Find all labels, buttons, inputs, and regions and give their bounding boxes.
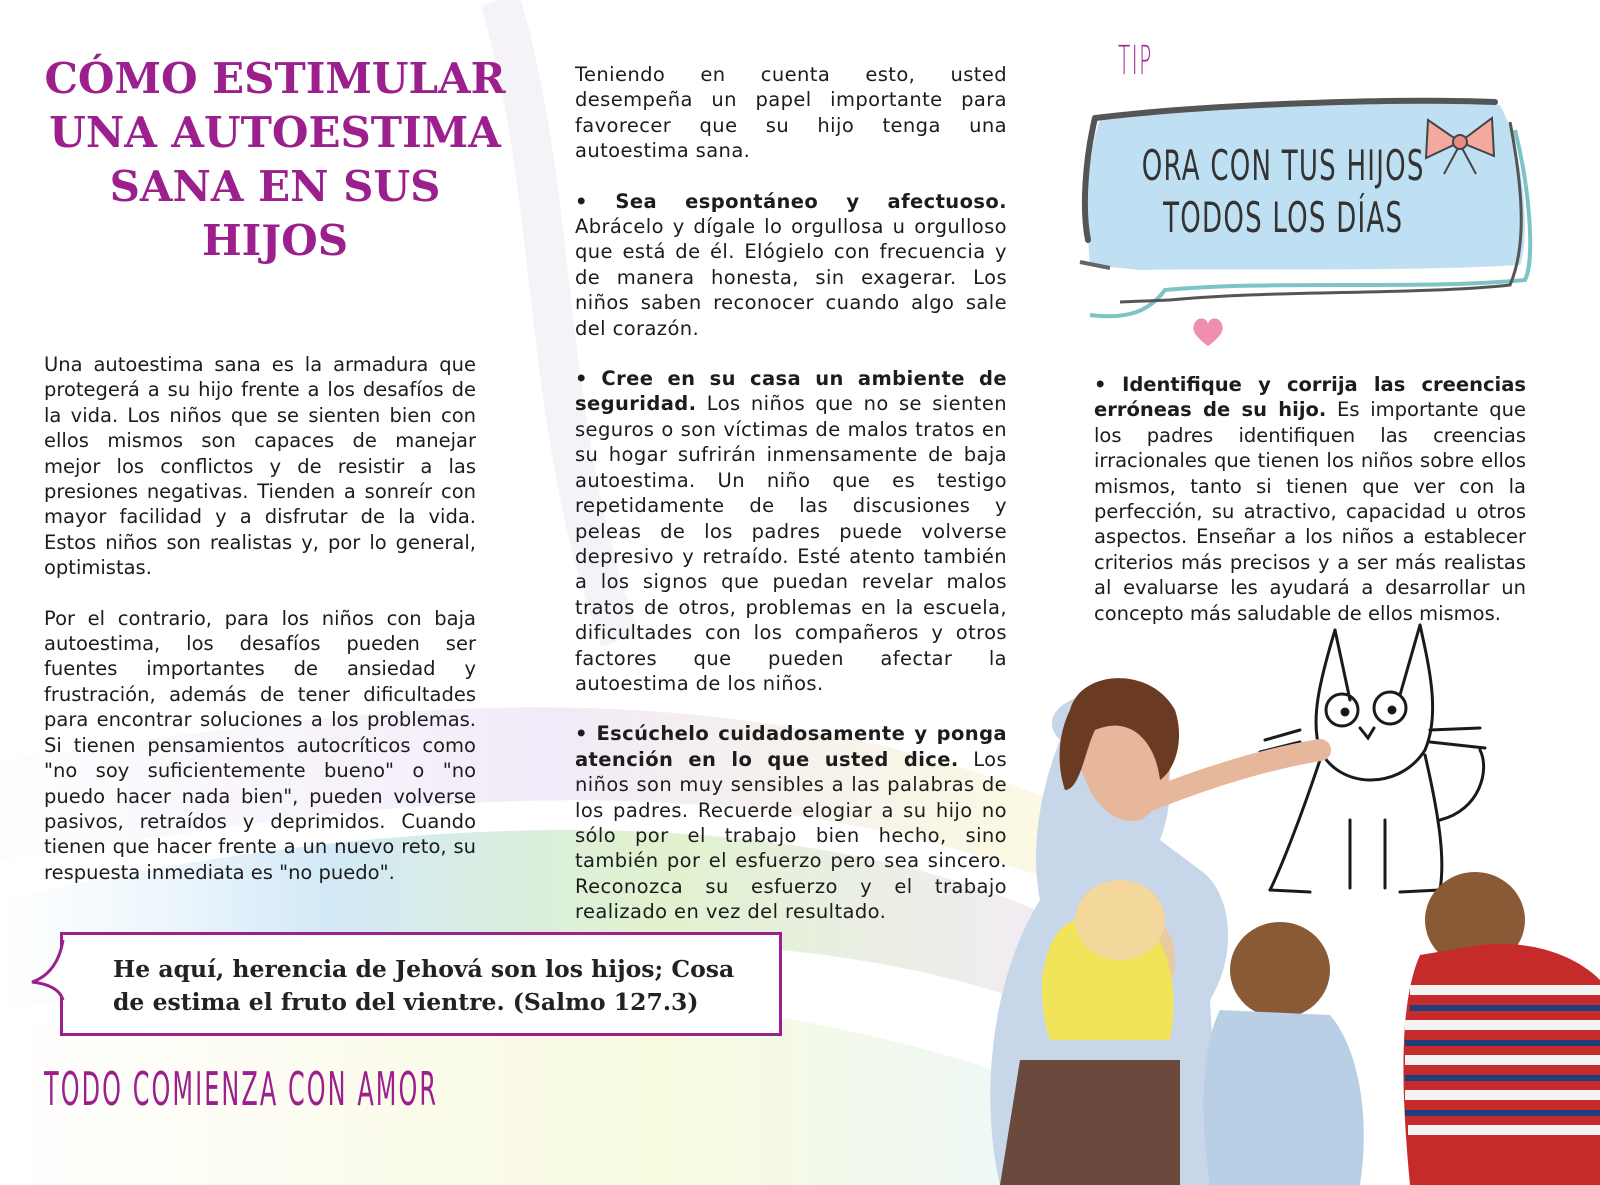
paragraph-intro: Una autoestima sana es la armadura que protegerá a su hijo frente a los desafíos de la vida. Los niños que se sienten bien con ellos mismos son capaces de manejar mejor los conflictos y de resistir a las presiones negativas. Tienden a sonreír con mayor facilidad y a disfrutar de la vida. Estos niños son realistas y, por lo general, optimistas. xyxy=(44,353,476,580)
tip-item xyxy=(575,721,1007,924)
quote-tail-shape xyxy=(30,940,70,1000)
tip-item xyxy=(575,366,1007,696)
column-right xyxy=(1094,372,1526,651)
page-title: CÓMO ESTIMULAR UNA AUTOESTIMA SANA EN SUS HIJOS xyxy=(44,54,506,265)
tip-item xyxy=(1094,372,1526,626)
bullet: • xyxy=(575,189,588,213)
tip-item-text: Los niños que no se sienten seguros o son víctimas de malos tratos en su hogar sufrirán inmensamente de baja autoestima. Un niño que es testigo repetidamente de las discusiones y peleas de los padres puede volverse depresivo y retraído. Esté atento también a los signos que puedan revelar malos tratos de otros, problemas en la escuela, dificultades con los compañeros y otros factores que pueden afectar la autoestima de los niños. xyxy=(575,392,1007,695)
bullet: • xyxy=(1094,373,1107,396)
bow-icon xyxy=(1420,110,1500,180)
bible-quote-box: He aquí, herencia de Jehová son los hijos; Cosa de estima el fruto del vientre. (Salmo 127.3) xyxy=(60,932,782,1036)
tip-line-2: TODOS LOS DÍAS xyxy=(1163,193,1404,242)
tip-item-heading: Cree en su casa un ambiente de seguridad. xyxy=(575,367,1007,416)
footer-tagline: TODO COMIENZA CON AMOR xyxy=(44,1062,439,1116)
tip-item-text: Los niños son muy sensibles a las palabras de los padres. Recuerde elogiar a su hijo no sólo por el trabajo bien hecho, sino también por el esfuerzo pero sea sincero. Reconozca su esfuerzo y el trabajo realizado en vez del resultado. xyxy=(575,747,1007,924)
paragraph-role: Teniendo en cuenta esto, usted desempeña un papel importante para favorecer que su hijo tenga una autoestima sana. xyxy=(575,63,1007,163)
bullet: • xyxy=(575,722,588,746)
tip-item xyxy=(575,189,1007,341)
tip-bubble-text xyxy=(1122,140,1444,244)
heart-icon xyxy=(1190,316,1226,348)
tip-item-text: Abrácelo y dígale lo orgullosa u orgulloso que está de él. Elógielo con frecuencia y de manera honesta, sin exagerar. Los niños saben reconocer cuando algo sale del corazón. xyxy=(575,215,1007,340)
column-left xyxy=(44,352,476,910)
tip-item-text: Es importante que los padres identifiquen las creencias irracionales que tienen los niños sobre ellos mismos, tanto si tienen que ver con la perfección, su atractivo, capacidad u otros aspectos. Enseñar a los niños a establecer criterios más precisos y a ser más realistas al evaluarse les ayudará a desarrollar un concepto más saludable de ellos mismos. xyxy=(1094,398,1526,625)
bullet: • xyxy=(575,367,588,391)
tip-label: TIP xyxy=(1118,38,1153,84)
tip-line-1: ORA CON TUS HIJOS xyxy=(1141,141,1425,190)
column-middle xyxy=(575,62,1007,950)
tip-item-heading: Escúchelo cuidadosamente y ponga atención en lo que usted dice. xyxy=(575,722,1007,771)
paragraph-low-self-esteem: Por el contrario, para los niños con baja autoestima, los desafíos pueden ser fuentes importantes de ansiedad y frustración, además de tener dificultades para encontrar soluciones a los problemas. Si tienen pensamientos autocríticos como "no soy suficientemente bueno" o "no puedo hacer nada bien", pueden volverse pasivos, retraídos y deprimidos. Cuando tienen que hacer frente a un nuevo reto, su respuesta inmediata es "no puedo". xyxy=(44,606,476,884)
tip-item-heading: Sea espontáneo y afectuoso. xyxy=(615,189,1007,213)
child-blue-shirt xyxy=(1203,1010,1363,1185)
tip-item-heading: Identifique y corrija las creencias erróneas de su hijo. xyxy=(1094,373,1526,422)
